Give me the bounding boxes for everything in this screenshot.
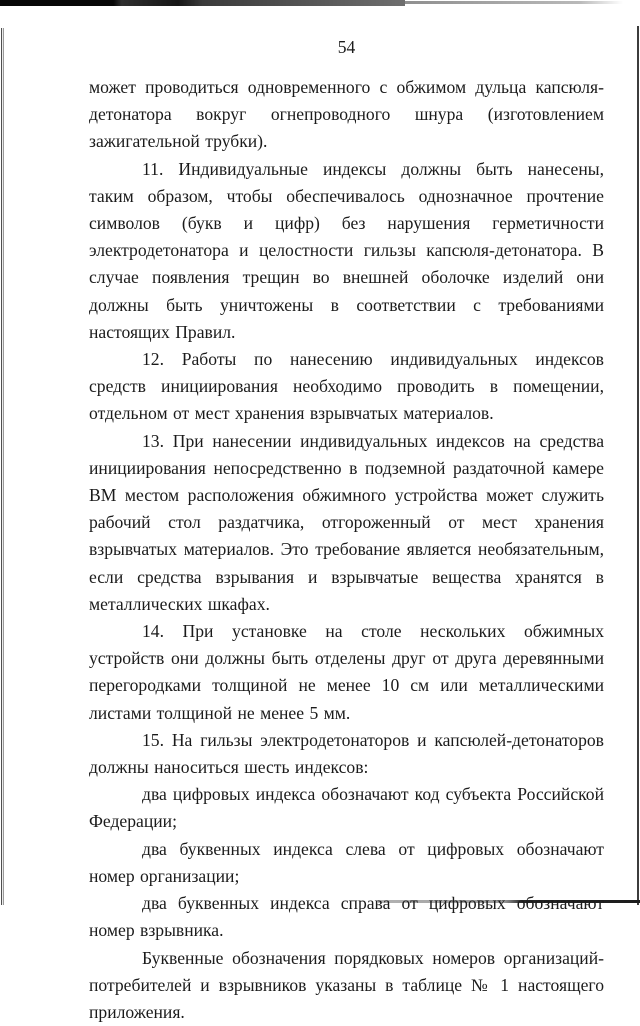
document-content <box>89 34 604 1026</box>
scan-edge-right-line <box>637 26 639 905</box>
paragraph-item-15-sub-3: два буквенных индекса справа от цифровых обозначают номер взрывника. <box>89 890 604 944</box>
scan-edge-left-line <box>1 28 4 905</box>
paragraph-item-15-sub-2: два буквенных индекса слева от цифровых обозначают номер организации; <box>89 836 604 890</box>
paragraph-item-11: 11. Индивидуальные индексы должны быть нанесены, таким образом, чтобы обеспечивалось однозначное прочтение символов (букв и цифр) без нарушения герметичности электродетонатора и целостности гильзы капсюля-детонатора. В случае появления трещин во внешней оболочке изделий они должны быть уничтожены в соответствии с требованиями настоящих Правил. <box>89 156 604 346</box>
paragraph-item-12: 12. Работы по нанесению индивидуальных индексов средств инициирования необходимо проводить в помещении, отдельном от мест хранения взрывчатых материалов. <box>89 346 604 428</box>
scan-edge-top-light <box>405 1 623 4</box>
paragraph-closing: Буквенные обозначения порядковых номеров организаций-потребителей и взрывников указаны в таблице № 1 настоящего приложения. <box>89 945 604 1026</box>
paragraph-item-13: 13. При нанесении индивидуальных индексов на средства инициирования непосредственно в подземной раздаточной камере ВМ местом расположения обжимного устройства может служить рабочий стол раздатчика, отгороженный от мест хранения взрывчатых материалов. Это требование является необязательным, если средства взрывания и взрывчатые вещества хранятся в металлических шкафах. <box>89 428 604 618</box>
paragraph-continuation: может проводиться одновременного с обжимом дульца капсюля-детонатора вокруг огнепроводного шнура (изготовлением зажигательной трубки). <box>89 74 604 156</box>
page-number: 54 <box>89 34 604 61</box>
paragraph-item-14: 14. При установке на столе нескольких обжимных устройств они должны быть отделены друг от друга деревянными перегородками толщиной не менее 10 см или металлическими листами толщиной не менее 5 мм. <box>89 618 604 727</box>
scan-edge-top-dark <box>0 0 405 6</box>
paragraph-item-15-sub-1: два цифровых индекса обозначают код субъекта Российской Федерации; <box>89 781 604 835</box>
paragraph-item-15: 15. На гильзы электродетонаторов и капсюлей-детонаторов должны наноситься шесть индексов: <box>89 727 604 781</box>
